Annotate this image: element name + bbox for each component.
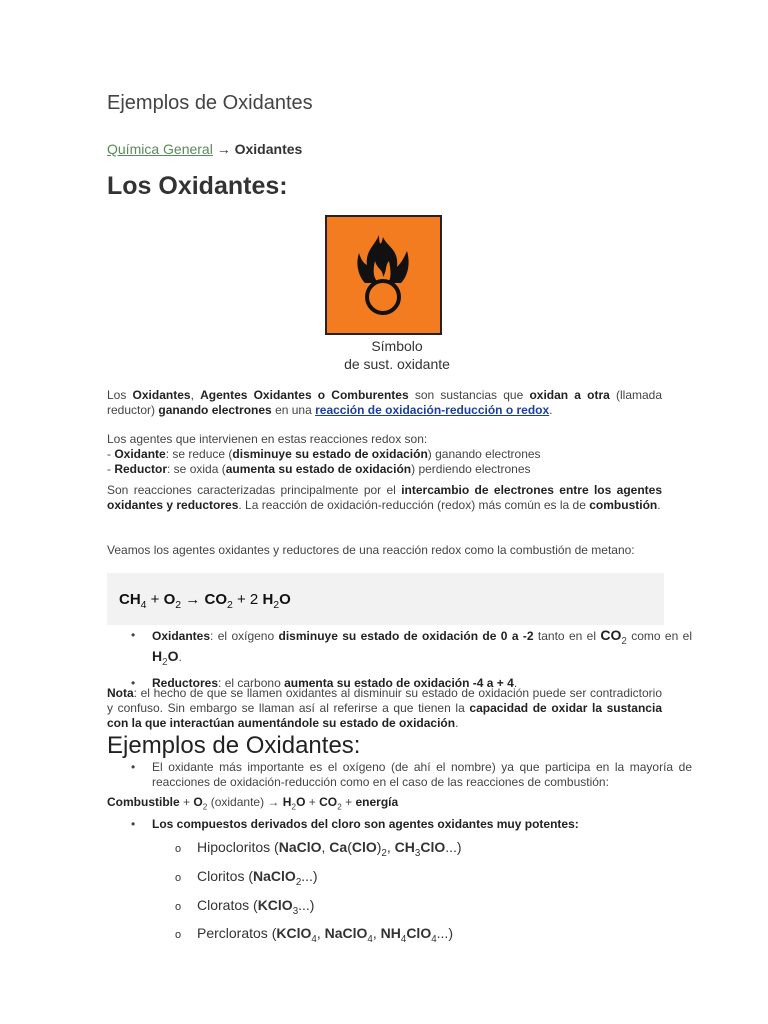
section-heading-ejemplos: Ejemplos de Oxidantes: bbox=[107, 732, 361, 759]
oxidizer-hazard-symbol bbox=[325, 215, 442, 335]
breadcrumb-link-quimica-general[interactable]: Química General bbox=[107, 141, 213, 157]
list-item: • Los compuestos derivados del cloro son agentes oxidantes muy potentes: bbox=[107, 817, 692, 832]
caption-line-2: de sust. oxidante bbox=[344, 356, 450, 372]
section-heading-los-oxidantes: Los Oxidantes: bbox=[107, 172, 288, 200]
example-intro: Veamos los agentes oxidantes y reductores de una reacción redox como la combustión de metano: bbox=[107, 543, 635, 557]
link-redox[interactable]: reacción de oxidación-reducción o redox bbox=[315, 403, 550, 417]
intro-paragraph: Los Oxidantes, Agentes Oxidantes o Comburentes son sustancias que oxidan a otra (llamada reductor) ganando electrones en una reacción de oxidación-reducción o redox. bbox=[107, 388, 663, 417]
reactions-paragraph: Son reacciones caracterizadas principalmente por el intercambio de electrones entre los agentes oxidantes y reductores. La reacción de oxidación-reducción (redox) más común es la de combustión. bbox=[107, 483, 662, 512]
list-item: o Cloratos (KClO$_3$...) bbox=[175, 896, 315, 917]
caption-line-1: Símbolo bbox=[371, 338, 423, 354]
oxygen-list bbox=[107, 760, 692, 790]
list-item: o Percloratos (KClO$_4$, NaClO$_4$, $NH_4ClO_4$...) bbox=[175, 925, 453, 946]
agents-paragraph: Los agentes que intervienen en estas reacciones redox son: - Oxidante: se reduce (disminuye su estado de oxidación) ganando electrones - Reductor: se oxida (aumenta su estado de oxidación) perdiendo electrones bbox=[107, 432, 541, 476]
breadcrumb-arrow: → bbox=[216, 141, 231, 157]
methane-combustion-equation: $CH_4 + O_2 \to CO_2 + 2$ $H_2O$ bbox=[119, 591, 291, 611]
breadcrumb-current: Oxidantes bbox=[234, 141, 303, 157]
flame-over-circle-icon bbox=[327, 217, 440, 333]
list-item: • Oxidantes: el oxígeno disminuye su estado de oxidación de 0 a -2 tanto en el $CO_2$ como en el $H_2O$. bbox=[107, 628, 692, 670]
list-item: • El oxidante más importante es el oxígeno (de ahí el nombre) ya que participa en la mayoría de reacciones de oxidación-reducción como en el caso de las reacciones de combustión: bbox=[107, 760, 692, 790]
chlorine-list bbox=[107, 817, 692, 832]
list-item: o Cloritos (NaClO$_2$...) bbox=[175, 867, 318, 888]
list-item: o Hipocloritos (NaClO, $Ca(ClO)_2$, $CH_3ClO$...) bbox=[175, 839, 462, 859]
combustion-formula: Combustible + $O_2$ (oxidante) → $H_2O + CO_2$ + energía bbox=[107, 795, 399, 812]
equation-box bbox=[107, 573, 664, 625]
note-paragraph: Nota: el hecho de que se llamen oxidantes al disminuir su estado de oxidación puede ser contradictorio y confuso. Sin embargo se llaman así al referirse a que tienen la capacidad de oxidar la sustancia con la que interactúan aumentándole su estado de oxidación. bbox=[107, 686, 662, 730]
symbol-caption bbox=[247, 337, 547, 373]
chlorine-compounds-list bbox=[107, 836, 662, 951]
breadcrumb bbox=[107, 141, 302, 157]
page-title: Ejemplos de Oxidantes bbox=[107, 92, 313, 114]
list-item: • Reductores: el carbono aumenta su estado de oxidación -4 a + 4. bbox=[107, 676, 692, 691]
agents-list bbox=[107, 628, 692, 691]
